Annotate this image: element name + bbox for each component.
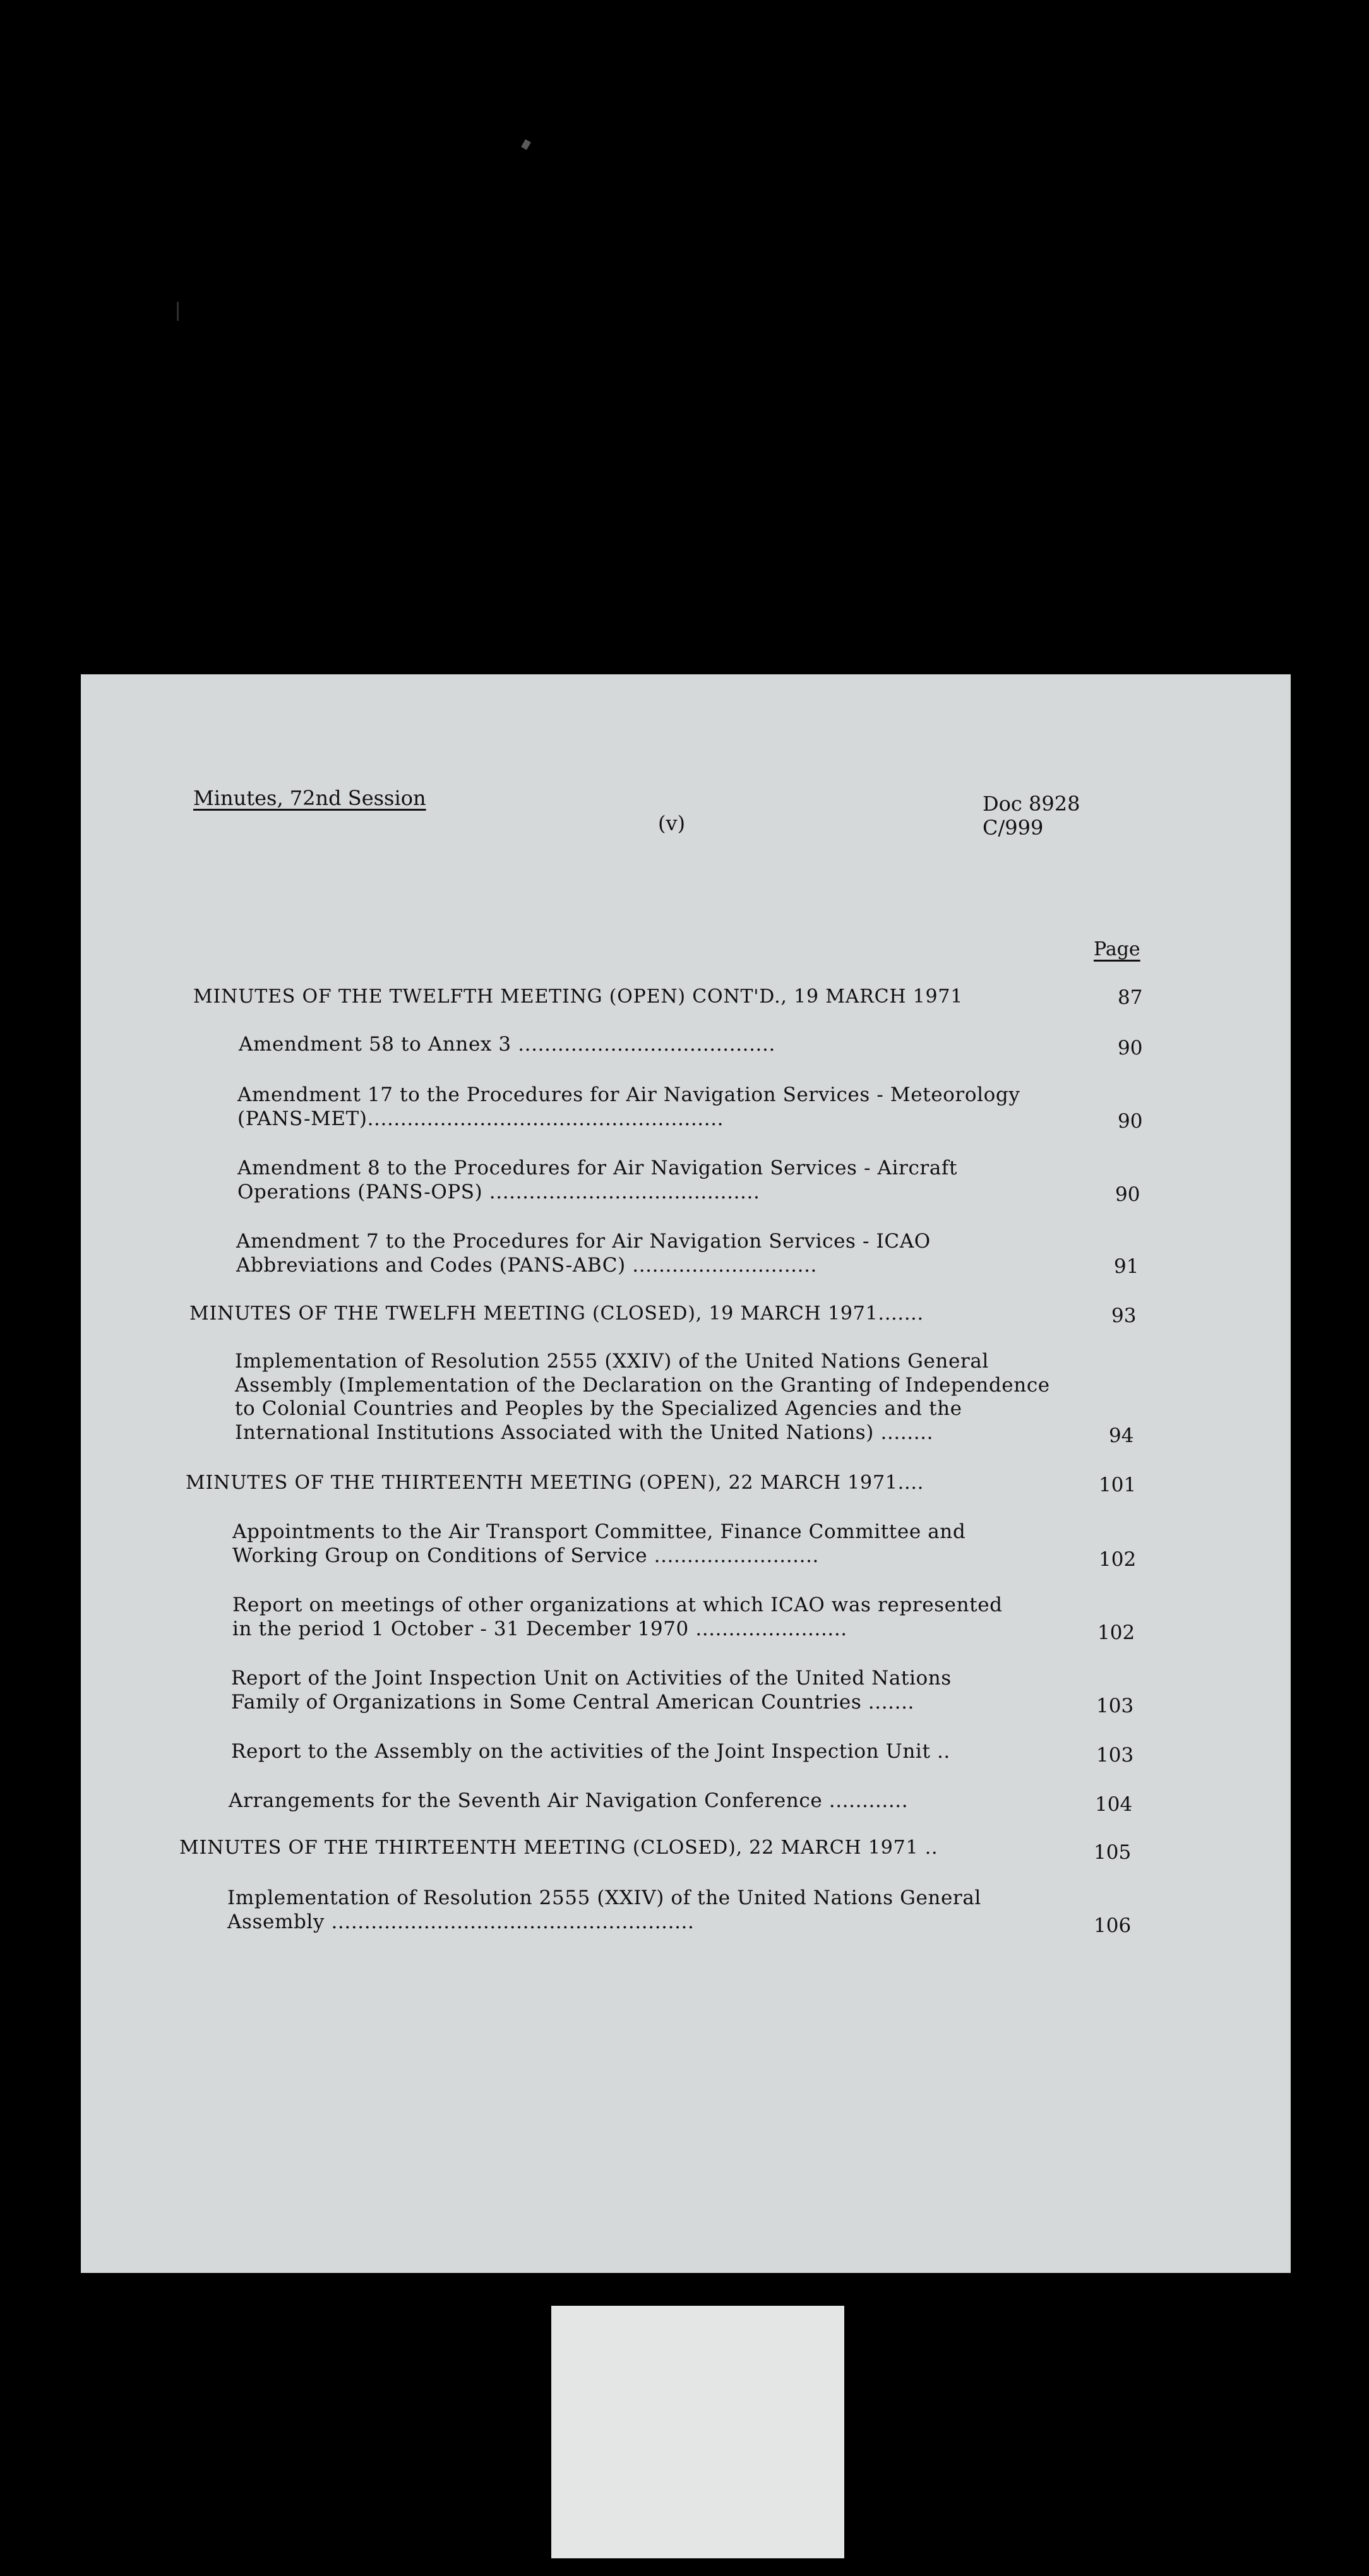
toc-line: MINUTES OF THE THIRTEENTH MEETING (OPEN), 22 MARCH 1971.... [186,1472,924,1494]
toc-page-number: 87 [1118,986,1143,1009]
toc-line: Amendment 17 to the Procedures for Air Navigation Services - Meteorology [237,1083,1020,1106]
toc-line: (PANS-MET)...................................................... [237,1107,724,1130]
toc-heading [186,1471,924,1495]
toc-line: Report to the Assembly on the activities of the Joint Inspection Unit .. [231,1740,950,1763]
toc-line: Appointments to the Air Transport Committee, Finance Committee and [232,1520,966,1543]
toc-line: MINUTES OF THE TWELFTH MEETING (OPEN) CONT'D., 19 MARCH 1971 [193,986,964,1008]
next-page-stub [551,2306,844,2558]
scan-line-mark [177,302,179,321]
toc-entry [229,1789,908,1813]
toc-entry [236,1230,931,1277]
scan-speck [521,139,531,150]
doc-number: Doc 8928 [983,792,1080,816]
toc-line: Operations (PANS-OPS) ......................................... [237,1180,760,1203]
toc-entry [235,1350,1050,1445]
toc-line: Abbreviations and Codes (PANS-ABC) ............................ [236,1253,817,1277]
toc-heading [193,985,963,1009]
toc-line: Assembly ....................................................... [227,1910,695,1933]
toc-line: Report of the Joint Inspection Unit on Activities of the United Nations [231,1667,952,1690]
toc-entry [237,1083,1020,1131]
toc-page-number: 90 [1118,1037,1143,1059]
toc-page-number: 102 [1099,1548,1137,1571]
toc-entry [231,1667,952,1714]
toc-heading [179,1836,938,1860]
toc-entry [239,1033,775,1057]
toc-page-number: 101 [1099,1474,1137,1496]
toc-line: to Colonial Countries and Peoples by the Specialized Agencies and the [235,1397,962,1420]
toc-line: Assembly (Implementation of the Declaration on the Granting of Independence [235,1373,1050,1397]
document-reference [983,792,1080,840]
toc-entry [237,1157,957,1204]
toc-page-number: 106 [1094,1914,1132,1937]
toc-entry [232,1520,965,1568]
toc-page-number: 94 [1109,1424,1134,1447]
toc-heading [189,1302,924,1326]
toc-line: Amendment 58 to Annex 3 ....................................... [239,1033,775,1056]
toc-page-number: 103 [1096,1695,1134,1717]
toc-page-number: 91 [1114,1255,1139,1278]
document-page [81,674,1291,2273]
toc-entry [231,1740,950,1764]
toc-line: Implementation of Resolution 2555 (XXIV) of the United Nations General [227,1887,981,1909]
toc-page-number: 104 [1095,1793,1133,1816]
toc-line: Family of Organizations in Some Central American Countries ....... [231,1690,914,1714]
doc-code: C/999 [983,816,1044,840]
toc-line: MINUTES OF THE THIRTEENTH MEETING (CLOSED), 22 MARCH 1971 .. [179,1837,938,1859]
toc-line: International Institutions Associated with the United Nations) ........ [235,1421,934,1444]
toc-page-number: 90 [1118,1110,1143,1133]
toc-line: Arrangements for the Seventh Air Navigation Conference ............ [229,1789,909,1812]
toc-line: in the period 1 October - 31 December 1970 ....................... [232,1617,847,1640]
toc-page-number: 90 [1115,1183,1140,1206]
toc-line: Report on meetings of other organizations at which ICAO was represented [232,1594,1003,1616]
toc-page-number: 105 [1094,1841,1132,1864]
session-title: Minutes, 72nd Session [193,786,426,810]
page-column-label: Page [1094,938,1140,960]
toc-page-number: 93 [1111,1304,1137,1327]
toc-line: Amendment 8 to the Procedures for Air Navigation Services - Aircraft [237,1157,958,1179]
toc-line: MINUTES OF THE TWELFH MEETING (CLOSED), 19 MARCH 1971....... [189,1303,924,1325]
toc-line: Amendment 7 to the Procedures for Air Navigation Services - ICAO [236,1230,931,1253]
toc-entry [232,1594,1003,1641]
toc-line: Working Group on Conditions of Service ......................... [232,1544,819,1567]
toc-page-number: 103 [1096,1744,1134,1767]
toc-page-number: 102 [1097,1621,1135,1644]
toc-entry [227,1887,981,1934]
page-number-roman: (v) [658,811,686,835]
toc-line: Implementation of Resolution 2555 (XXIV) of the United Nations General [235,1350,989,1373]
